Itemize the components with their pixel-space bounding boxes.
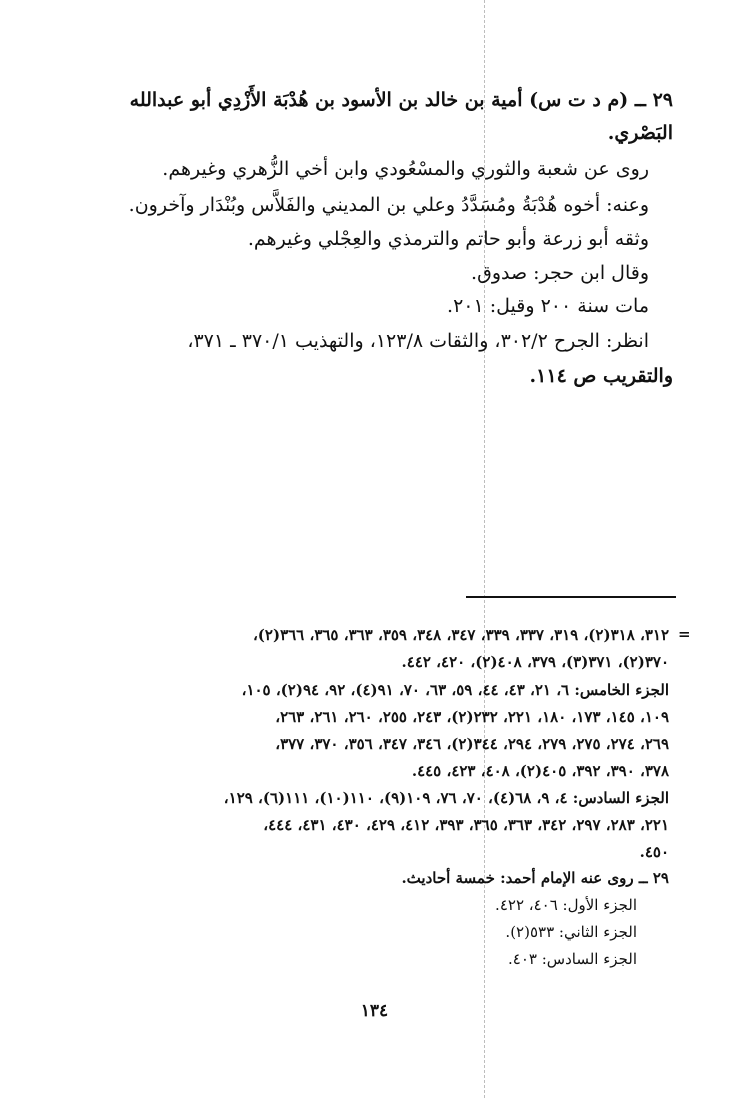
entry-ibn-hajar: وقال ابن حجر: صدوق.	[471, 262, 649, 284]
footnote-line-8: ٢٢١، ٢٨٣، ٢٩٧، ٣٤٢، ٣٦٣، ٣٦٥، ٣٩٣، ٤١٢، ٤٢٩، ٤٣٠، ٤٣١، ٤٤٤،	[263, 816, 669, 834]
footnote-part-1: الجزء الأول: ٤٠٦، ٤٢٢.	[495, 896, 637, 914]
entry-death-year: مات سنة ٢٠٠ وقيل: ٢٠١.	[447, 295, 649, 317]
footnote-line-7: الجزء السادس: ٤، ٩، ٦٨(٤)، ٧٠، ٧٦، ١٠٩(٩)، ١١٠(١٠)، ١١١(٦)، ١٢٩،	[223, 789, 669, 807]
footnote-line-2: ٣٧٠(٢)، ٣٧١(٣)، ٣٧٩، ٤٠٨(٢)، ٤٢٠، ٤٤٢.	[401, 653, 669, 671]
entry-trusted-by: وثقه أبو زرعة وأبو حاتم والترمذي والعِجْلي وغيرهم.	[247, 228, 649, 250]
entry-narrated-from: روى عن شعبة والثوري والمسْعُودي وابن أخي الزُّهري وغيرهم.	[162, 158, 649, 180]
footnote-line-3: الجزء الخامس: ٦، ٢١، ٤٣، ٤٤، ٥٩، ٦٣، ٧٠، ٩١(٤)، ٩٢، ٩٤(٢)، ١٠٥،	[241, 681, 669, 699]
entry-narrated-by: وعنه: أخوه هُدْبَةُ ومُسَدَّدُ وعلي بن المديني والفَلاَّس وبُنْدَار وآخرون.	[128, 194, 649, 216]
footnote-continuation-marker: =	[678, 625, 691, 643]
entry-references-line-2: والتقريب ص ١١٤.	[529, 365, 673, 387]
footnote-part-2: الجزء الثاني: ٥٣٣(٢).	[505, 923, 637, 941]
entry-heading-line-2: البَصْري.	[607, 122, 673, 144]
footnote-separator	[466, 596, 676, 598]
entry-heading-line-1: ٢٩ ــ (م د ت س) أمية بن خالد بن الأسود بن هُدْبَة الأَزْدِي أبو عبدالله	[129, 89, 673, 111]
footnote-line-5: ٢٦٩، ٢٧٤، ٢٧٥، ٢٧٩، ٢٩٤، ٣٤٤(٢)، ٣٤٦، ٣٤٧، ٣٥٦، ٣٧٠، ٣٧٧،	[275, 735, 669, 753]
footnote-line-9: ٤٥٠.	[639, 843, 669, 861]
footnote-line-1: ٣١٢، ٣١٨(٢)، ٣١٩، ٣٣٧، ٣٣٩، ٣٤٧، ٣٤٨، ٣٥٩، ٣٦٣، ٣٦٥، ٣٦٦(٢)،	[252, 626, 669, 644]
footnote-entry-29: ٢٩ ــ روى عنه الإمام أحمد: خمسة أحاديث.	[401, 869, 669, 887]
footnote-line-6: ٣٧٨، ٣٩٠، ٣٩٢، ٤٠٥(٢)، ٤٠٨، ٤٢٣، ٤٤٥.	[411, 762, 669, 780]
page-number: ١٣٤	[360, 1001, 389, 1021]
entry-references-line-1: انظر: الجرح ٣٠٢/٢، والثقات ١٢٣/٨، والتهذيب ٣٧٠/١ ـ ٣٧١،	[187, 330, 649, 352]
footnote-part-6: الجزء السادس: ٤٠٣.	[508, 950, 637, 968]
footnote-line-4: ١٠٩، ١٤٥، ١٧٣، ١٨٠، ٢٢١، ٢٣٢(٢)، ٢٤٣، ٢٥٥، ٢٦٠، ٢٦١، ٢٦٣،	[275, 708, 669, 726]
